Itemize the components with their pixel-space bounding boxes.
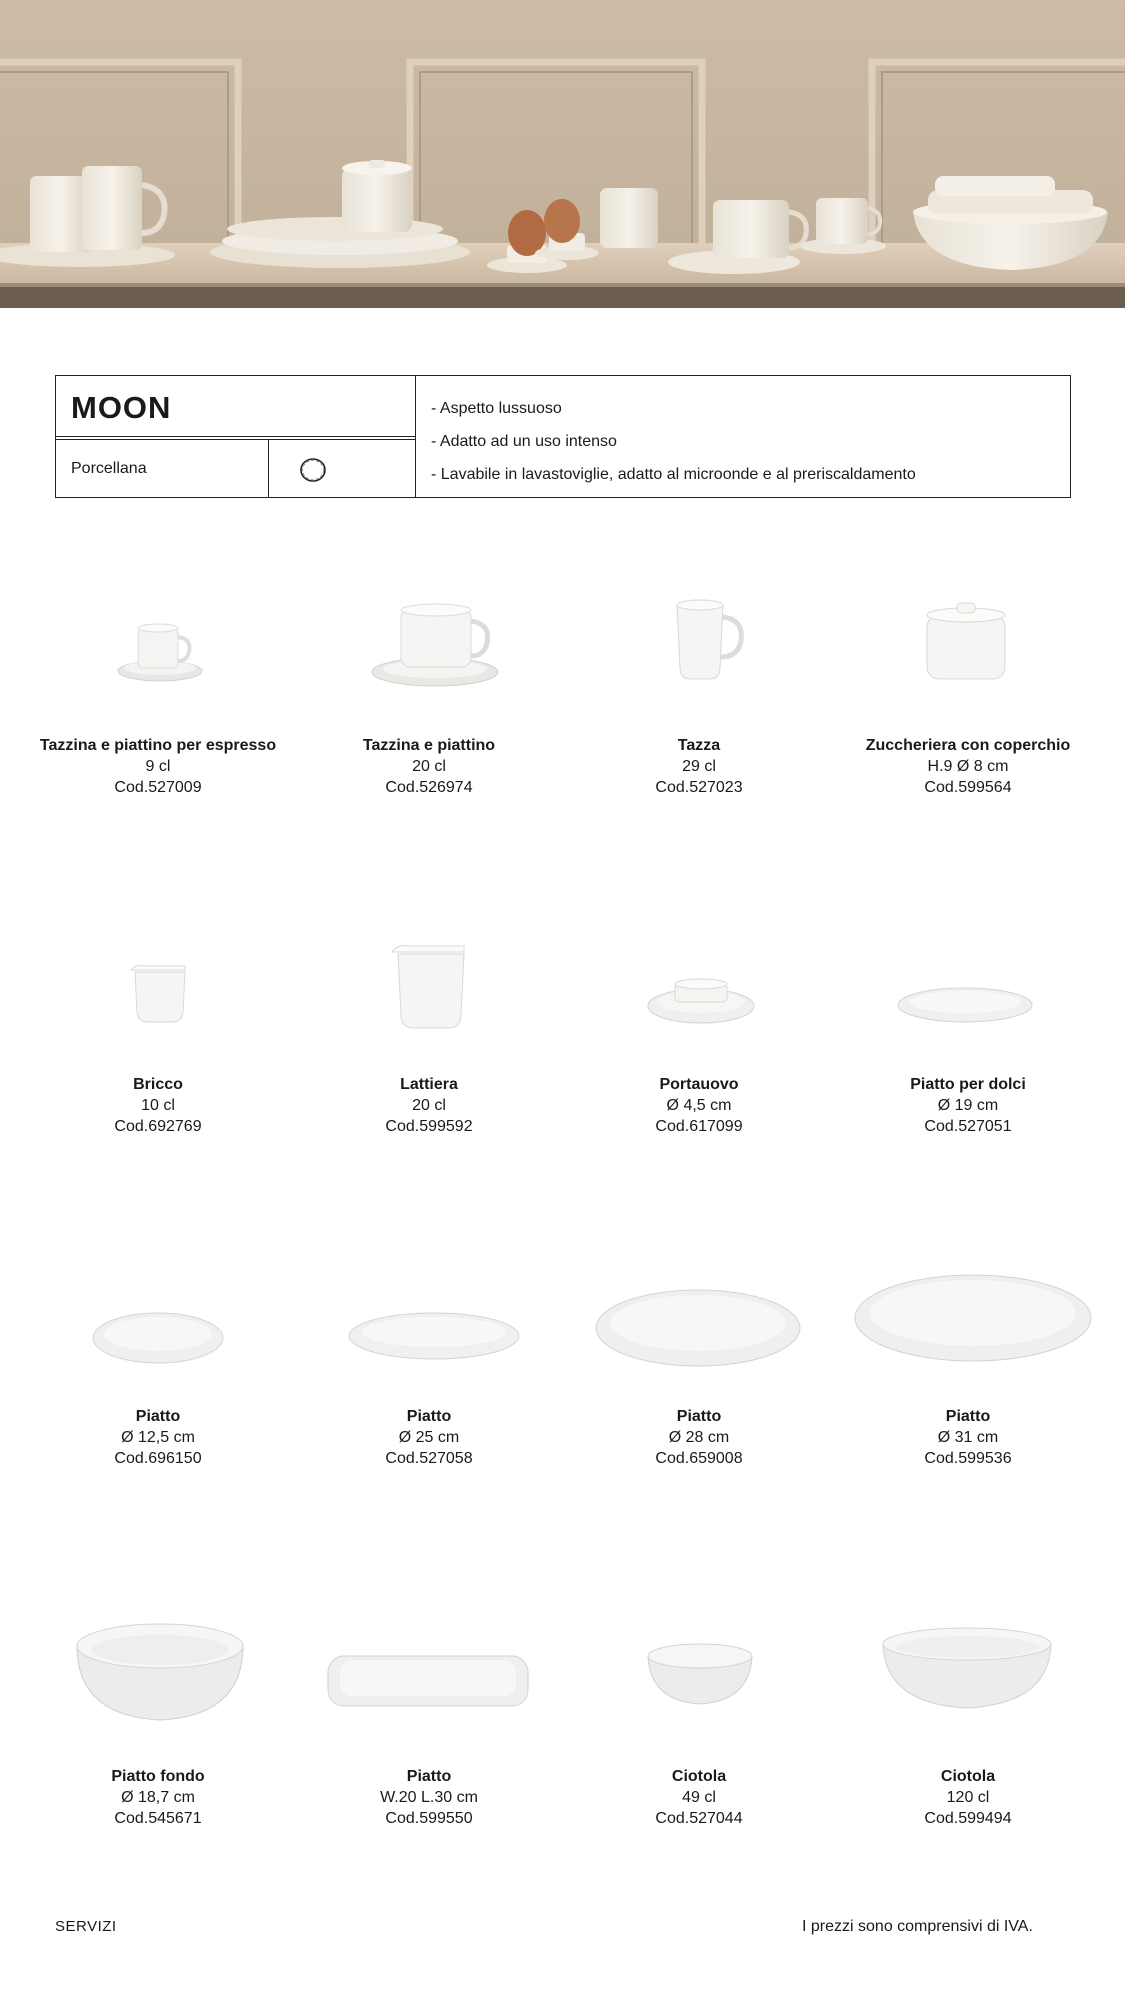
product-card[interactable] [294, 1616, 564, 1829]
plate-icon [23, 1256, 293, 1406]
product-size: Ø 28 cm [668, 1429, 730, 1446]
product-name: Tazzina e piattino per espresso [39, 737, 277, 754]
product-size: H.9 Ø 8 cm [927, 758, 1009, 775]
product-name: Piatto fondo [111, 1768, 205, 1785]
product-card[interactable] [564, 1256, 834, 1469]
product-code: Cod.527044 [655, 1810, 743, 1827]
product-card[interactable] [294, 1256, 564, 1469]
product-name: Piatto [406, 1408, 452, 1425]
product-card[interactable] [564, 585, 834, 798]
cup-saucer-icon [294, 585, 564, 735]
product-size: Ø 12,5 cm [121, 1429, 195, 1446]
footer-section-label: SERVIZI [55, 1918, 117, 1935]
product-card[interactable] [564, 924, 834, 1137]
feature-item: - Aspetto lussuoso [431, 400, 562, 417]
milk-jug-icon [294, 924, 564, 1074]
oval-platter-icon [294, 1616, 564, 1766]
hero-photo [0, 0, 1125, 308]
dessert-plate-icon [833, 924, 1103, 1074]
product-code: Cod.599550 [385, 1810, 473, 1827]
espresso-cup-saucer-icon [23, 585, 293, 735]
feature-item: - Lavabile in lavastoviglie, adatto al microonde e al preriscaldamento [431, 466, 916, 483]
product-code: Cod.617099 [655, 1118, 743, 1135]
deep-plate-icon [23, 1616, 293, 1766]
product-code: Cod.599564 [924, 779, 1012, 796]
feature-item: - Adatto ad un uso intenso [431, 433, 617, 450]
product-size: 9 cl [145, 758, 171, 775]
product-size: 10 cl [141, 1097, 175, 1114]
mug-icon [564, 585, 834, 735]
product-code: Cod.599536 [924, 1450, 1012, 1467]
product-name: Bricco [133, 1076, 183, 1093]
brand-name: MOON [71, 390, 172, 425]
product-name: Piatto [406, 1768, 452, 1785]
info-left-column [56, 376, 416, 497]
product-code: Cod.696150 [114, 1450, 202, 1467]
circle-outline-icon [299, 457, 327, 483]
plate-icon [833, 1256, 1103, 1406]
product-size: 20 cl [412, 758, 446, 775]
product-code: Cod.526974 [385, 779, 473, 796]
plate-icon [294, 1256, 564, 1406]
material-cell [56, 440, 269, 497]
product-code: Cod.545671 [114, 1810, 202, 1827]
product-name: Piatto [135, 1408, 181, 1425]
product-card[interactable] [23, 585, 293, 798]
product-card[interactable] [23, 1256, 293, 1469]
product-code: Cod.527023 [655, 779, 743, 796]
feature-list [431, 392, 916, 491]
product-card[interactable] [833, 1616, 1103, 1829]
product-size: Ø 18,7 cm [121, 1789, 195, 1806]
product-code: Cod.692769 [114, 1118, 202, 1135]
product-size: 20 cl [412, 1097, 446, 1114]
product-code: Cod.527051 [924, 1118, 1012, 1135]
product-name: Piatto [945, 1408, 991, 1425]
egg-cup-icon [564, 924, 834, 1074]
material-label: Porcellana [71, 460, 147, 477]
product-name: Tazzina e piattino [362, 737, 496, 754]
product-name: Ciotola [671, 1768, 727, 1785]
product-size: 120 cl [946, 1789, 990, 1806]
product-name: Ciotola [940, 1768, 996, 1785]
product-code: Cod.527009 [114, 779, 202, 796]
product-card[interactable] [564, 1616, 834, 1829]
product-card[interactable] [23, 1616, 293, 1829]
plate-icon [564, 1256, 834, 1406]
product-size: Ø 25 cm [398, 1429, 460, 1446]
sugar-bowl-icon [833, 585, 1103, 735]
small-bowl-icon [564, 1616, 834, 1766]
product-card[interactable] [833, 924, 1103, 1137]
product-card[interactable] [294, 585, 564, 798]
product-size: W.20 L.30 cm [380, 1789, 478, 1806]
product-card[interactable] [23, 924, 293, 1137]
product-size: 49 cl [682, 1789, 716, 1806]
product-card[interactable] [833, 1256, 1103, 1469]
product-code: Cod.599494 [924, 1810, 1012, 1827]
product-name: Portauovo [659, 1076, 739, 1093]
product-size: Ø 19 cm [937, 1097, 999, 1114]
footer-vat-note: I prezzi sono comprensivi di IVA. [802, 1918, 1033, 1935]
product-card[interactable] [833, 585, 1103, 798]
material-symbol-cell [269, 440, 415, 497]
brand-cell [56, 376, 415, 437]
product-name: Lattiera [400, 1076, 458, 1093]
product-name: Piatto [676, 1408, 722, 1425]
product-size: Ø 31 cm [937, 1429, 999, 1446]
product-code: Cod.527058 [385, 1450, 473, 1467]
product-line-info-box [55, 375, 1071, 498]
product-size: Ø 4,5 cm [666, 1097, 732, 1114]
product-code: Cod.599592 [385, 1118, 473, 1135]
product-code: Cod.659008 [655, 1450, 743, 1467]
creamer-icon [23, 924, 293, 1074]
product-name: Tazza [677, 737, 721, 754]
product-card[interactable] [294, 924, 564, 1137]
product-size: 29 cl [682, 758, 716, 775]
large-bowl-icon [833, 1616, 1103, 1766]
product-name: Zuccheriera con coperchio [865, 737, 1071, 754]
product-name: Piatto per dolci [910, 1076, 1026, 1093]
